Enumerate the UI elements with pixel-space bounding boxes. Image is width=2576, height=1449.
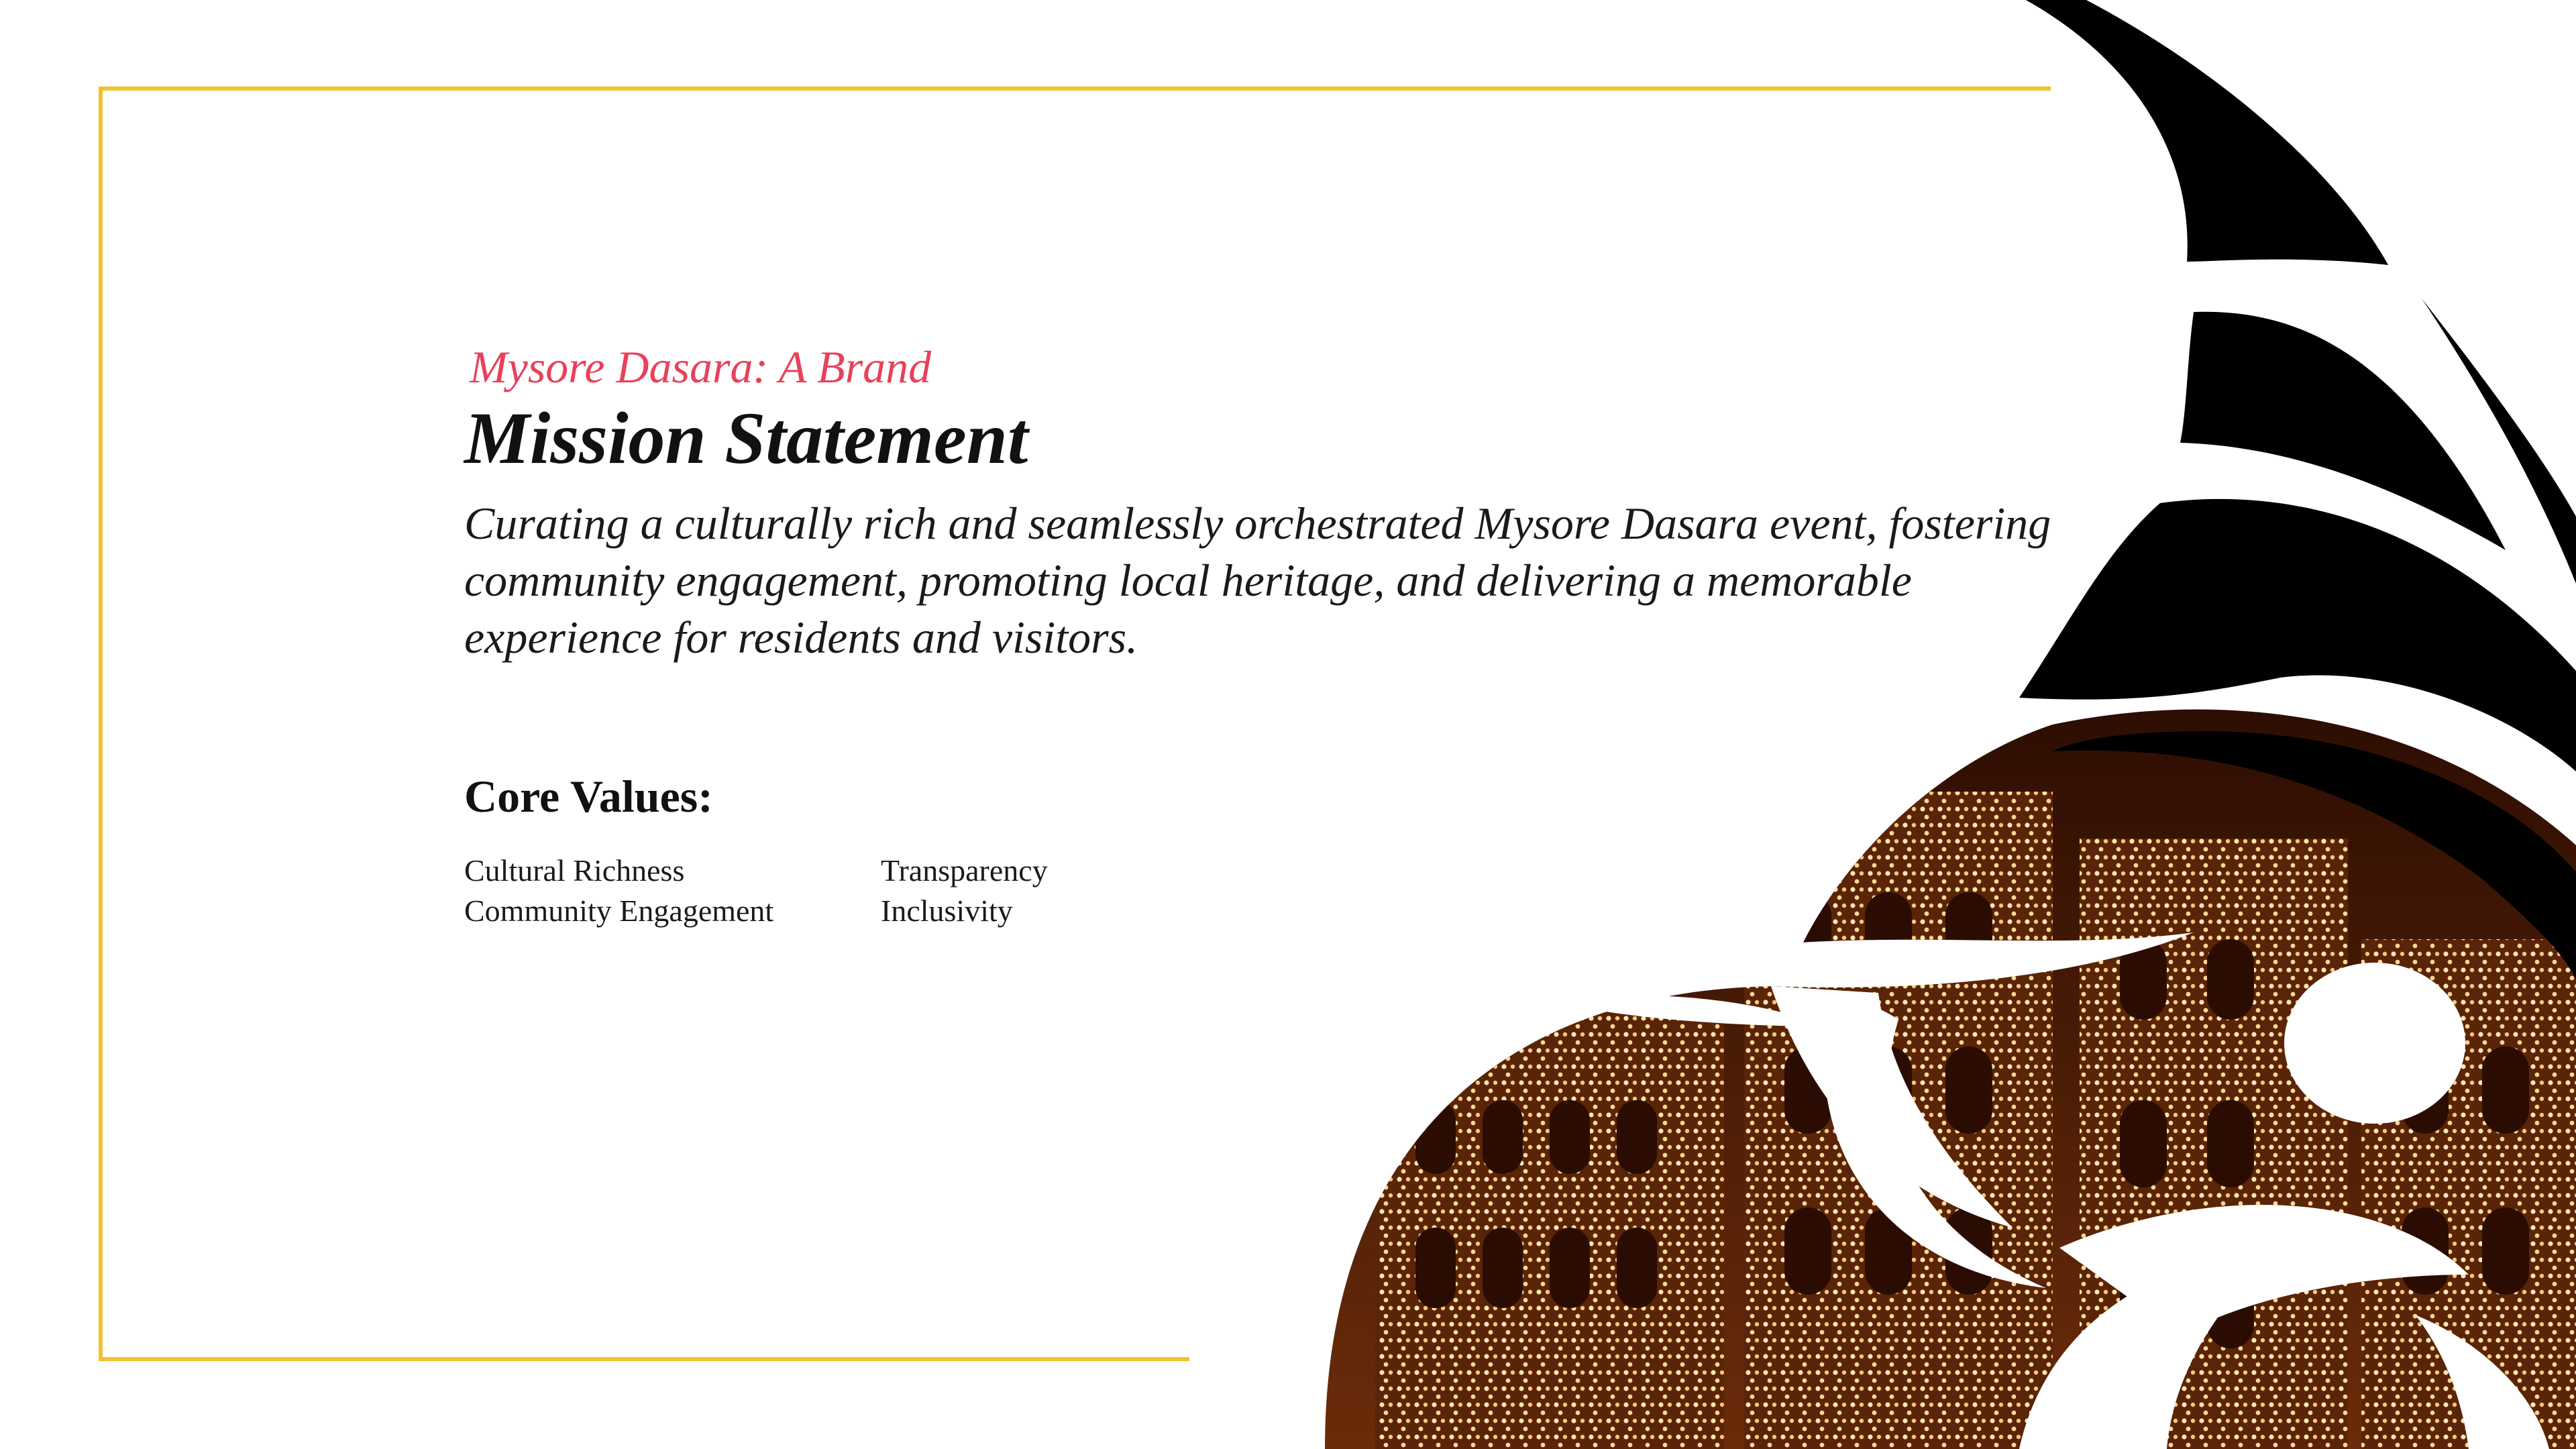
eyebrow-subtitle: Mysore Dasara: A Brand <box>470 341 932 392</box>
core-value-item: Cultural Richness <box>464 853 685 888</box>
core-values-column-2 <box>881 851 1048 931</box>
core-values-column-1 <box>464 851 773 931</box>
mission-paragraph: Curating a culturally rich and seamlessly orchestrated Mysore Dasara event, fostering community engagement, promoting local heritage, and delivering a memorable experience for residents and visitors. <box>464 498 2051 663</box>
core-value-item: Community Engagement <box>464 894 774 928</box>
core-value-item: Transparency <box>881 853 1048 888</box>
page-title: Mission Statement <box>464 397 1028 479</box>
core-value-item: Inclusivity <box>881 894 1013 928</box>
core-values-heading: Core Values: <box>464 771 713 822</box>
